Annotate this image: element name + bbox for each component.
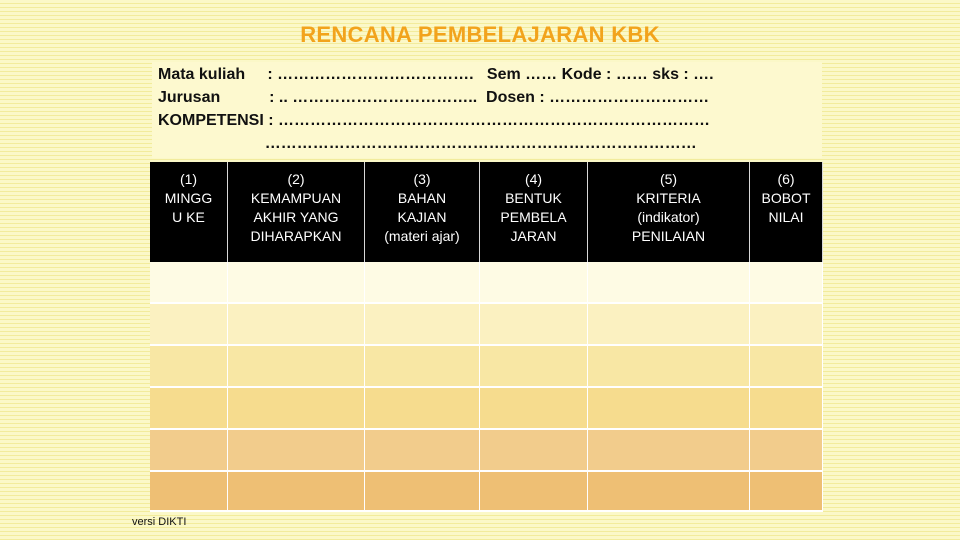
table-cell[interactable] bbox=[150, 304, 228, 346]
course-info-box bbox=[152, 62, 822, 158]
course-info-line: Mata kuliah : ………………………………. Sem …… Kode : …… sks : …. bbox=[158, 66, 714, 83]
version-label: versi DIKTI bbox=[132, 516, 187, 528]
column-label: JARAN bbox=[510, 228, 557, 244]
column-label: KAJIAN bbox=[397, 209, 447, 225]
department-info-line: Jurusan : .. …………………………….. Dosen : ………………………… bbox=[158, 89, 710, 106]
column-label: KRITERIA bbox=[636, 190, 701, 206]
table-cell[interactable] bbox=[150, 262, 228, 304]
column-number: (1) bbox=[179, 171, 198, 187]
table-cell[interactable] bbox=[150, 430, 228, 472]
table-cell[interactable] bbox=[750, 262, 823, 304]
table-cell[interactable] bbox=[588, 430, 750, 472]
table-cell[interactable] bbox=[588, 262, 750, 304]
table-cell[interactable] bbox=[228, 388, 365, 430]
column-label: AKHIR YANG bbox=[253, 209, 339, 225]
table-cell[interactable] bbox=[750, 472, 823, 512]
column-label: BENTUK bbox=[505, 190, 562, 206]
column-label: (materi ajar) bbox=[384, 228, 460, 244]
header-expected-ability bbox=[228, 162, 365, 262]
table-cell[interactable] bbox=[480, 388, 588, 430]
table-cell[interactable] bbox=[228, 304, 365, 346]
table-cell[interactable] bbox=[480, 430, 588, 472]
table-cell[interactable] bbox=[150, 472, 228, 512]
column-label: PENILAIAN bbox=[631, 228, 706, 244]
table-cell[interactable] bbox=[228, 472, 365, 512]
table-cell[interactable] bbox=[150, 388, 228, 430]
table-cell[interactable] bbox=[750, 388, 823, 430]
table-cell[interactable] bbox=[480, 304, 588, 346]
table-cell[interactable] bbox=[365, 472, 480, 512]
competency-continuation-line: ……………………………………………………………………… bbox=[158, 135, 697, 152]
table-cell[interactable] bbox=[588, 388, 750, 430]
table-cell[interactable] bbox=[228, 262, 365, 304]
table-cell[interactable] bbox=[588, 346, 750, 388]
column-label: PEMBELA bbox=[500, 209, 567, 225]
competency-info-line: KOMPETENSI : ……………………………………………………………………… bbox=[158, 112, 711, 129]
table-cell[interactable] bbox=[480, 262, 588, 304]
table-cell[interactable] bbox=[750, 430, 823, 472]
column-number: (2) bbox=[287, 171, 305, 187]
table-cell[interactable] bbox=[480, 472, 588, 512]
header-assessment-criteria bbox=[588, 162, 750, 262]
table-cell[interactable] bbox=[365, 388, 480, 430]
table-cell[interactable] bbox=[588, 472, 750, 512]
page-title: RENCANA PEMBELAJARAN KBK bbox=[300, 22, 660, 47]
table-cell[interactable] bbox=[365, 430, 480, 472]
table-cell[interactable] bbox=[588, 304, 750, 346]
learning-plan-table bbox=[150, 162, 823, 512]
column-label: KEMAMPUAN bbox=[250, 190, 342, 206]
column-label: DIHARAPKAN bbox=[250, 228, 342, 244]
column-label: U KE bbox=[172, 209, 205, 225]
table-cell[interactable] bbox=[228, 346, 365, 388]
table-cell[interactable] bbox=[750, 346, 823, 388]
table-cell[interactable] bbox=[365, 304, 480, 346]
column-label: NILAI bbox=[768, 209, 804, 225]
column-label: (indikator) bbox=[637, 209, 700, 225]
table-cell[interactable] bbox=[228, 430, 365, 472]
table-cell[interactable] bbox=[480, 346, 588, 388]
column-number: (5) bbox=[659, 171, 678, 187]
column-label: BOBOT bbox=[761, 190, 811, 206]
column-label: MINGG bbox=[164, 190, 213, 206]
header-study-material bbox=[365, 162, 480, 262]
table-cell[interactable] bbox=[150, 346, 228, 388]
header-week bbox=[150, 162, 228, 262]
table-cell[interactable] bbox=[750, 304, 823, 346]
column-number: (6) bbox=[777, 171, 795, 187]
header-weight bbox=[750, 162, 823, 262]
column-label: BAHAN bbox=[397, 190, 447, 206]
column-number: (3) bbox=[413, 171, 431, 187]
header-learning-form bbox=[480, 162, 588, 262]
column-number: (4) bbox=[524, 171, 543, 187]
table-cell[interactable] bbox=[365, 262, 480, 304]
table-cell[interactable] bbox=[365, 346, 480, 388]
